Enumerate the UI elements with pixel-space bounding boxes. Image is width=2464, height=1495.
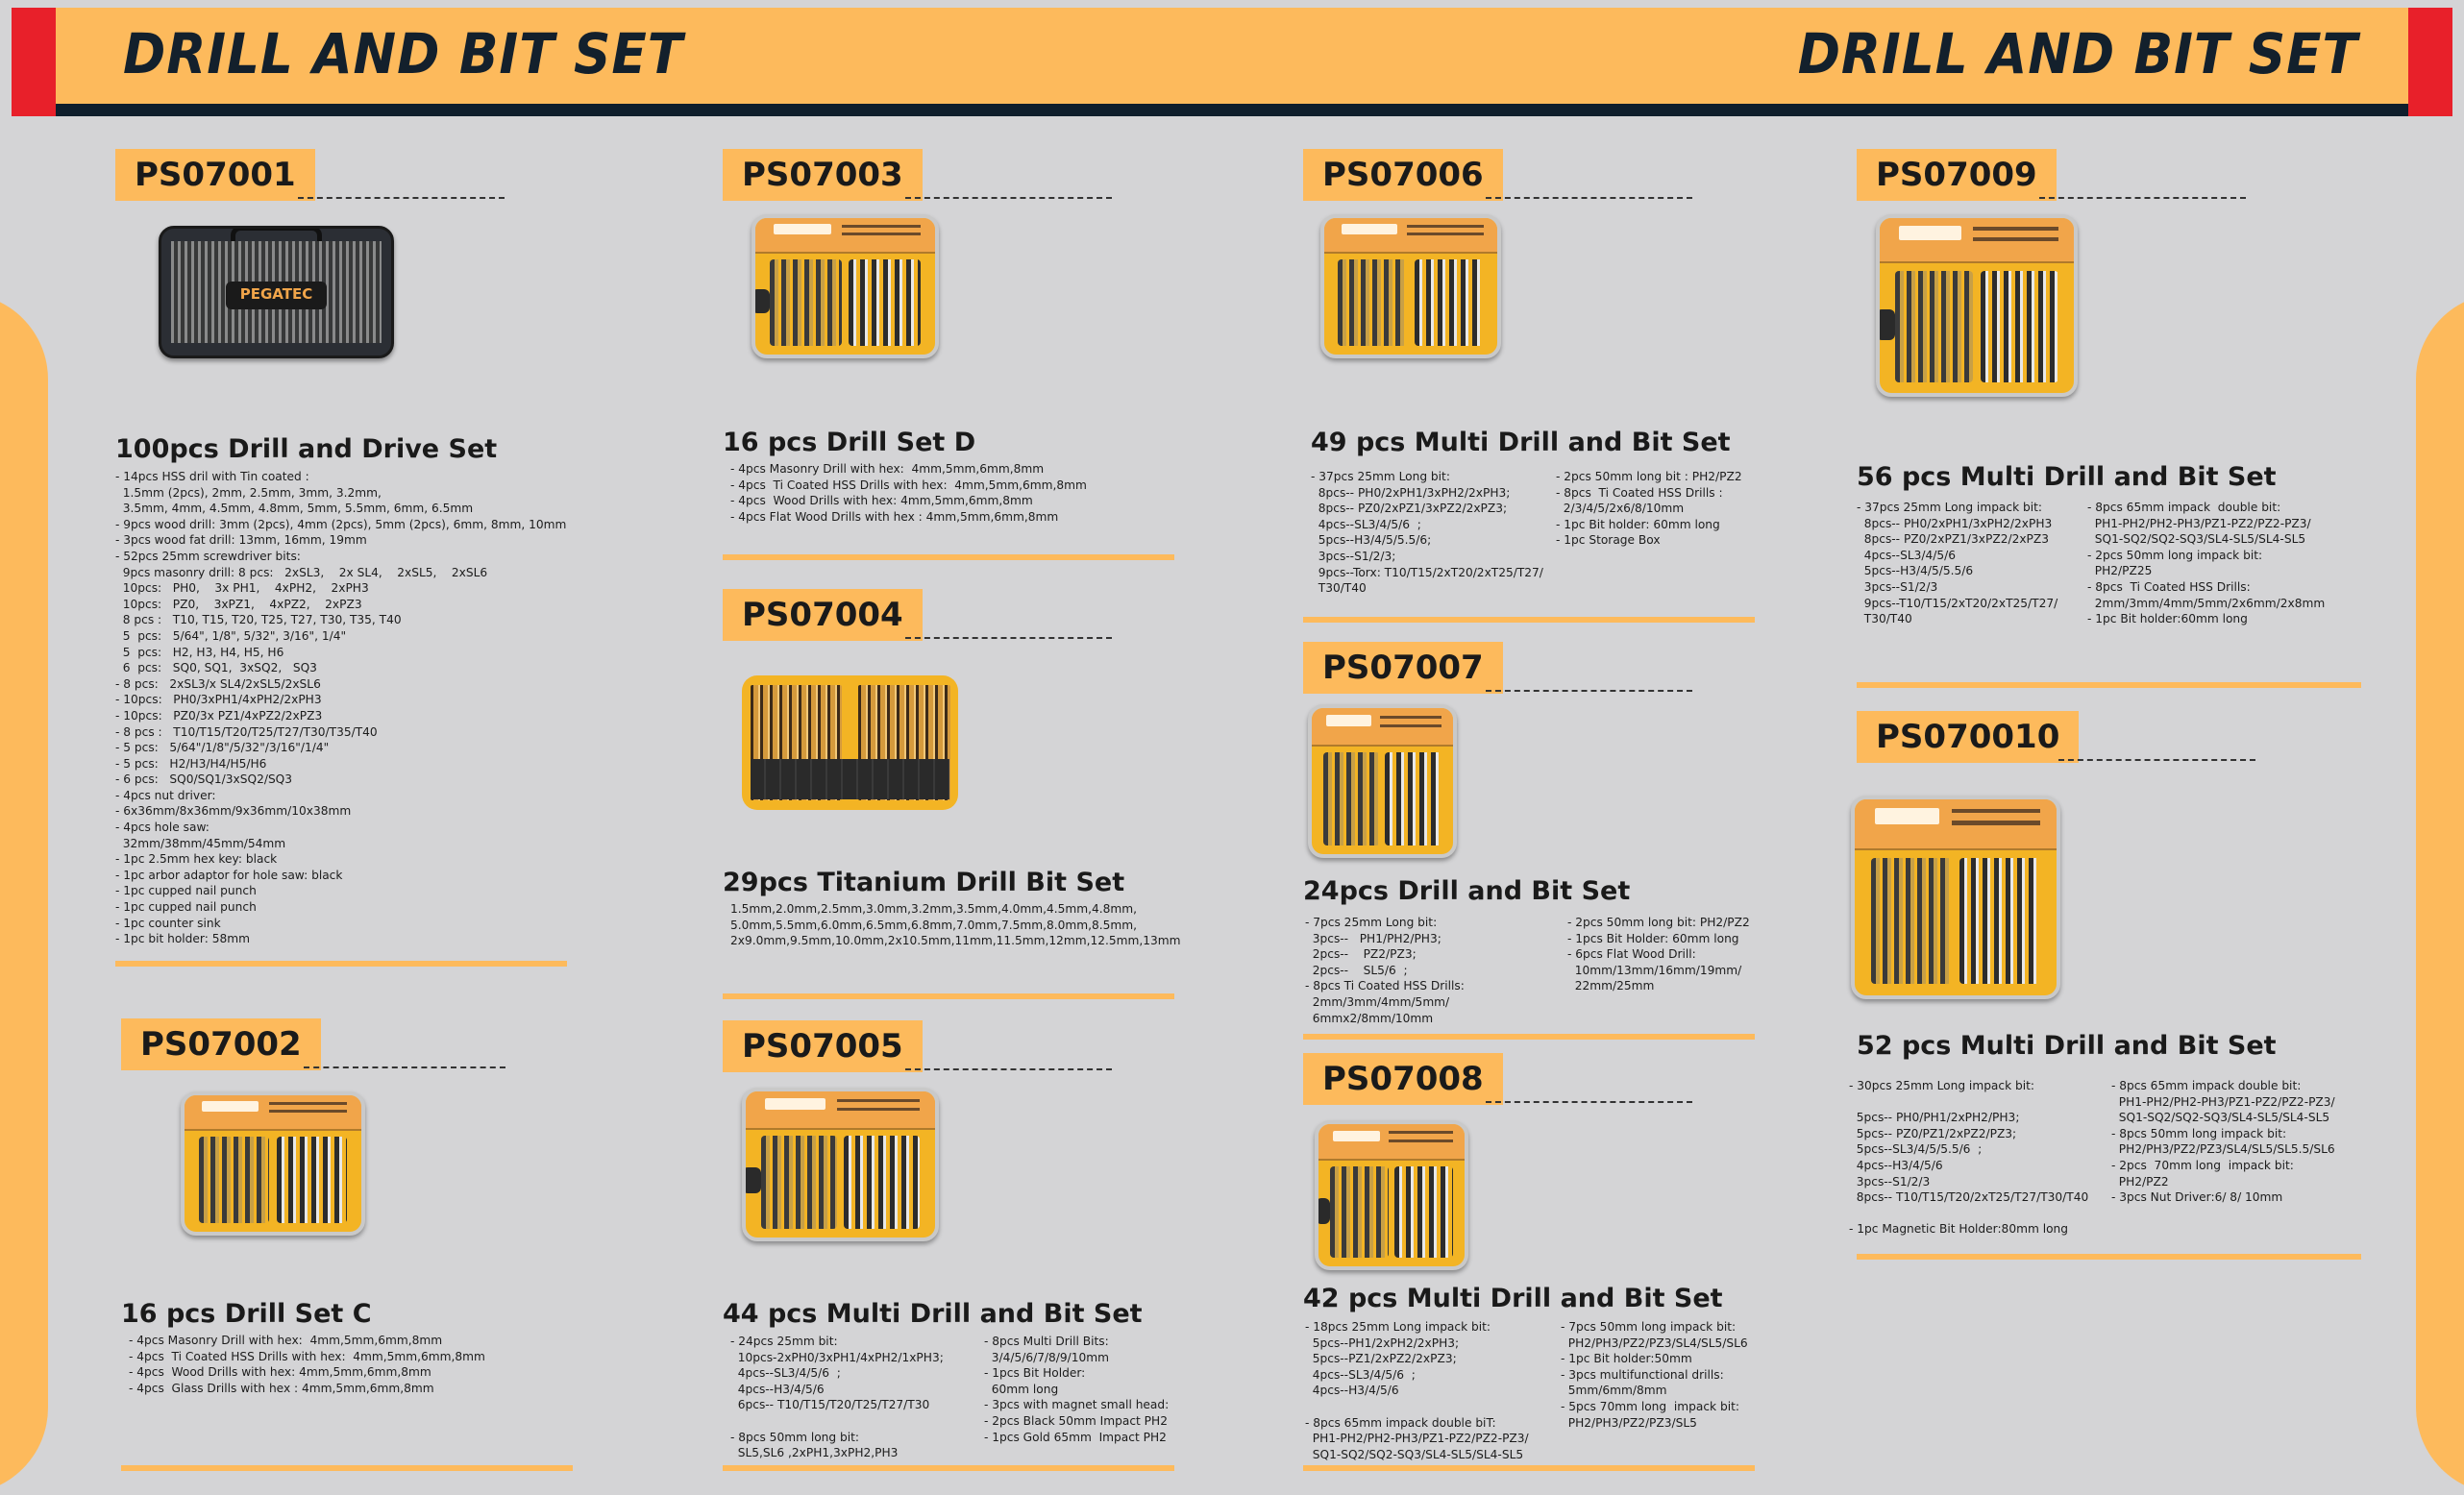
bit-tray — [844, 1136, 920, 1229]
product-ps07007 — [1303, 642, 1764, 1045]
product-photo-case — [1308, 704, 1457, 858]
product-photo-case — [1876, 214, 2078, 397]
case-handle — [231, 226, 323, 241]
case-latch — [742, 1167, 761, 1193]
page-title-right: DRILL AND BIT SET — [1797, 21, 2358, 86]
product-photo-case — [742, 1088, 939, 1241]
product-photo-case — [1851, 796, 2060, 999]
product-specs-right: - 7pcs 50mm long impack bit: PH2/PH3/PZ2/PZ3/SL4/SL5/SL6 - 1pc Bit holder:50mm - 3pcs multifunctional drills: 5mm/6mm/8mm - 5pcs 70mm long impack bit: PH2/PH3/PZ2/PZ3/SL5 — [1561, 1320, 1748, 1430]
page-title-left: DRILL AND BIT SET — [123, 21, 684, 86]
section-divider — [1857, 682, 2361, 688]
drill-tray — [1981, 271, 2058, 383]
bit-tray — [1394, 1166, 1453, 1258]
case-lid — [1855, 799, 2057, 850]
dashed-rule — [1486, 197, 1692, 199]
product-specs-left: - 7pcs 25mm Long bit: 3pcs-- PH1/PH2/PH3; 2pcs-- PZ2/PZ3; 2pcs-- SL5/6 ; - 8pcs Ti Coated HSS Drills: 2mm/3mm/4mm/5mm/ 6mmx2/8mm/10mm — [1305, 916, 1465, 1025]
drill-tray — [199, 1137, 270, 1224]
product-photo-case — [742, 675, 958, 810]
decorative-arc-right — [2416, 293, 2464, 1494]
drill-tray — [770, 259, 842, 347]
bit-tray — [1338, 259, 1407, 347]
section-divider — [1303, 617, 1755, 623]
product-code: PS07009 — [1857, 149, 2057, 201]
dashed-rule — [2058, 759, 2255, 761]
product-title: 16 pcs Drill Set D — [723, 428, 976, 457]
product-ps07002 — [121, 1018, 582, 1470]
product-specs-right: - 8pcs Multi Drill Bits: 3/4/5/6/7/8/9/10mm - 1pcs Bit Holder: 60mm long - 3pcs with magnet small head: - 2pcs Black 50mm Impact PH2 - 1pcs Gold 65mm Impact PH2 — [984, 1335, 1170, 1444]
product-code: PS07001 — [115, 149, 315, 201]
case-lid — [1312, 708, 1453, 747]
product-title: 42 pcs Multi Drill and Bit Set — [1303, 1284, 1723, 1313]
product-photo-case — [181, 1091, 365, 1236]
product-specs-left: - 24pcs 25mm bit: 10pcs-2xPH0/3xPH1/4xPH2/1xPH3; 4pcs--SL3/4/5/6 ; 4pcs--H3/4/5/6 6pcs-- T10/T15/T20/T25/T27/T30 - 8pcs 50mm long bit: SL5,SL6 ,2xPH1,3xPH2,PH3 — [730, 1335, 944, 1460]
dashed-rule — [1486, 1101, 1692, 1103]
drill-holder — [751, 759, 949, 799]
product-ps07004 — [723, 589, 1184, 1002]
case-lid — [746, 1091, 935, 1130]
drill-tray — [1385, 752, 1441, 846]
product-title: 100pcs Drill and Drive Set — [115, 434, 498, 464]
product-specs: - 4pcs Masonry Drill with hex: 4mm,5mm,6mm,8mm - 4pcs Ti Coated HSS Drills with hex: 4mm,5mm,6mm,8mm - 4pcs Wood Drills with hex: 4mm,5mm,6mm,8mm - 4pcs Glass Drills with hex : 4mm,5mm,6mm,8mm — [129, 1334, 485, 1395]
product-specs: 1.5mm,2.0mm,2.5mm,3.0mm,3.2mm,3.5mm,4.0mm,4.5mm,4.8mm, 5.0mm,5.5mm,6.0mm,6.5mm,6.8mm,7.0mm,7.5mm,8.0mm,8.5mm, 2x9.0mm,9.5mm,10.0mm,2x10.5mm,11mm,11.5mm,12mm,12.5mm,13mm — [730, 902, 1181, 948]
product-ps070010 — [1849, 711, 2376, 1268]
product-specs-right: - 2pcs 50mm long bit : PH2/PZ2 - 8pcs Ti Coated HSS Drills : 2/3/4/5/2x6/8/10mm - 1pc Bit holder: 60mm long - 1pc Storage Box — [1556, 470, 1742, 548]
product-title: 24pcs Drill and Bit Set — [1303, 876, 1631, 906]
product-code: PS07002 — [121, 1018, 321, 1070]
drill-tray — [277, 1137, 348, 1224]
section-divider — [723, 1465, 1174, 1471]
section-divider — [723, 554, 1174, 560]
navy-stripe — [56, 104, 2408, 116]
product-ps07009 — [1857, 149, 2376, 687]
dashed-rule — [298, 197, 505, 199]
product-specs-left: - 18pcs 25mm Long impack bit: 5pcs--PH1/2xPH2/2xPH3; 5pcs--PZ1/2xPZ2/2xPZ3; 4pcs--SL3/4/5/6 ; 4pcs--H3/4/5/6 - 8pcs 65mm impack double biT: PH1-PH2/PH2-PH3/PZ1-PZ2/PZ2-PZ3/ SQ1-SQ2/SQ2-SQ3/SL4-SL5/SL4-SL5 — [1305, 1320, 1529, 1461]
product-specs-left: - 37pcs 25mm Long impack bit: 8pcs-- PH0/2xPH1/3xPH2/2xPH3 8pcs-- PZ0/2xPZ1/3xPZ2/2xPZ3 4pcs--SL3/4/5/6 5pcs--H3/4/5/5.5/6 3pcs--S1/2/3 9pcs--T10/T15/2xT20/2xT25/T27/ T30/T40 — [1857, 501, 2058, 626]
product-title: 49 pcs Multi Drill and Bit Set — [1311, 428, 1731, 457]
product-specs: - 14pcs HSS dril with Tin coated : 1.5mm (2pcs), 2mm, 2.5mm, 3mm, 3.2mm, 3.5mm, 4mm, 4.5mm, 4.8mm, 5mm, 5.5mm, 6mm, 6.5mm - 9pcs wood drill: 3mm (2pcs), 4mm (2pcs), 5mm (2pcs), 6mm, 8mm, 10mm - 3pcs wood fat drill: 13mm, 16mm, 19mm - 52pcs 25mm screwdriver bits: 9pcs masonry drill: 8 pcs: 2xSL3, 2x SL4, 2xSL5, 2xSL6 10pcs: PH0, 3x PH1, 4xPH2, 2xPH3 10pcs: PZ0, 3xPZ1, 4xPZ2, 2xPZ3 8 pcs : T10, T15, T20, T25, T27, T30, T35, T40 5 pcs: 5/64", 1/8", 5/32", 3/16", 1/4" 5 pcs: H2, H3, H4, H5, H6 6 pcs: SQ0, SQ1, 3xSQ2, SQ3 - 8 pcs: 2xSL3/x SL4/2xSL5/2xSL6 - 10pcs: PH0/3xPH1/4xPH2/2xPH3 - 10pcs: PZ0/3x PZ1/4xPZ2/2xPZ3 - 8 pcs : T10/T15/T20/T25/T27/T30/T35/T40 - 5 pcs: 5/64"/1/8"/5/32"/3/16"/1/4" - 5 pcs: H2/H3/H4/H5/H6 - 6 pcs: SQ0/SQ1/3xSQ2/SQ3 - 4pcs nut driver: - 6x36mm/8x36mm/9x36mm/10x38mm - 4pcs hole saw: 32mm/38mm/45mm/54mm - 1pc 2.5mm hex key: black - 1pc arbor adaptor for hole saw: black - 1pc cupped nail punch - 1pc cupped nail punch - 1pc counter sink - 1pc bit holder: 58mm — [115, 470, 567, 946]
section-divider — [115, 961, 567, 967]
product-specs-right: - 2pcs 50mm long bit: PH2/PZ2 - 1pcs Bit Holder: 60mm long - 6pcs Flat Wood Drill: 10mm/13mm/16mm/19mm/ 22mm/25mm — [1567, 916, 1750, 993]
drill-tray — [1330, 1166, 1389, 1258]
product-code: PS07008 — [1303, 1053, 1503, 1105]
case-latch — [1316, 1198, 1330, 1224]
product-code: PS07003 — [723, 149, 923, 201]
drill-tray — [761, 1136, 837, 1229]
brand-logo: PEGATEC — [226, 282, 327, 309]
case-latch — [752, 289, 770, 314]
drill-tray — [1323, 752, 1380, 846]
case-lid — [185, 1095, 361, 1131]
product-photo-case — [1315, 1120, 1468, 1270]
product-ps07001 — [115, 149, 577, 966]
product-title: 52 pcs Multi Drill and Bit Set — [1857, 1031, 2277, 1061]
product-title: 29pcs Titanium Drill Bit Set — [723, 868, 1125, 897]
product-ps07006 — [1303, 149, 1764, 629]
dashed-rule — [905, 1068, 1112, 1070]
product-code: PS070010 — [1857, 711, 2079, 763]
product-code: PS07005 — [723, 1020, 923, 1072]
dashed-rule — [905, 637, 1112, 639]
product-specs-right: - 8pcs 65mm impack double bit: PH1-PH2/PH2-PH3/PZ1-PZ2/PZ2-PZ3/ SQ1-SQ2/SQ2-SQ3/SL4-SL5/SL4-SL5 - 2pcs 50mm long impack bit: PH2/PZ25 - 8pcs Ti Coated HSS Drills: 2mm/3mm/4mm/5mm/2x6mm/2x8mm - 1pc Bit holder:60mm long — [2087, 501, 2326, 626]
product-ps07003 — [723, 149, 1184, 562]
section-divider — [1857, 1254, 2361, 1260]
bit-tray — [1959, 858, 2040, 984]
red-accent-left — [12, 8, 56, 116]
decorative-arc-left — [0, 293, 48, 1494]
product-code: PS07007 — [1303, 642, 1503, 694]
section-divider — [1303, 1465, 1755, 1471]
dashed-rule — [1486, 690, 1692, 692]
drill-tray — [1415, 259, 1484, 347]
product-specs-left: - 37pcs 25mm Long bit: 8pcs-- PH0/2xPH1/3xPH2/2xPH3; 8pcs-- PZ0/2xPZ1/3xPZ2/2xPZ3; 4pcs--SL3/4/5/6 ; 5pcs--H3/4/5/5.5/6; 3pcs--S1/2/3; 9pcs--Torx: T10/T15/2xT20/2xT25/T27/ T30/T40 — [1311, 470, 1543, 596]
dashed-rule — [2039, 197, 2246, 199]
case-lid — [1324, 218, 1497, 254]
product-title: 56 pcs Multi Drill and Bit Set — [1857, 462, 2277, 492]
product-title: 16 pcs Drill Set C — [121, 1299, 372, 1329]
dashed-rule — [304, 1066, 505, 1068]
case-lid — [755, 218, 935, 254]
product-specs-right: - 8pcs 65mm impack double bit: PH1-PH2/PH2-PH3/PZ1-PZ2/PZ2-PZ3/ SQ1-SQ2/SQ2-SQ3/SL4-SL5/SL4-SL5 - 8pcs 50mm long impack bit: PH2/PH3/PZ2/PZ3/SL4/SL5/SL5.5/SL6 - 2pcs 70mm long impack bit: PH2/PZ2 - 3pcs Nut Driver:6/ 8/ 10mm — [2111, 1079, 2335, 1205]
bit-tray — [1871, 858, 1952, 984]
dashed-rule — [905, 197, 1112, 199]
product-code: PS07004 — [723, 589, 923, 641]
red-accent-right — [2408, 8, 2452, 116]
section-divider — [723, 993, 1174, 999]
product-ps07008 — [1303, 1053, 1764, 1476]
section-divider — [1303, 1034, 1755, 1040]
product-photo-case — [159, 226, 394, 358]
section-divider — [121, 1465, 573, 1471]
product-title: 44 pcs Multi Drill and Bit Set — [723, 1299, 1143, 1329]
product-ps07005 — [723, 1020, 1184, 1472]
product-code: PS07006 — [1303, 149, 1503, 201]
product-specs-left: - 30pcs 25mm Long impack bit: 5pcs-- PH0/PH1/2xPH2/PH3; 5pcs-- PZ0/PZ1/2xPZ2/PZ3; 5pcs--SL3/4/5/5.5/6 ; 4pcs--H3/4/5/6 3pcs--S1/2/3 8pcs-- T10/T15/T20/2xT25/T27/T30/T40 - 1pc Magnetic Bit Holder:80mm long — [1849, 1079, 2089, 1237]
case-latch — [1876, 309, 1895, 341]
case-lid — [1318, 1124, 1465, 1161]
product-photo-case — [752, 214, 939, 358]
product-photo-case — [1320, 214, 1501, 358]
case-lid — [1880, 218, 2074, 263]
product-specs: - 4pcs Masonry Drill with hex: 4mm,5mm,6mm,8mm - 4pcs Ti Coated HSS Drills with hex: 4mm,5mm,6mm,8mm - 4pcs Wood Drills with hex: 4mm,5mm,6mm,8mm - 4pcs Flat Wood Drills with hex : 4mm,5mm,6mm,8mm — [730, 462, 1087, 524]
bit-tray — [1895, 271, 1973, 383]
drill-tray — [849, 259, 921, 347]
